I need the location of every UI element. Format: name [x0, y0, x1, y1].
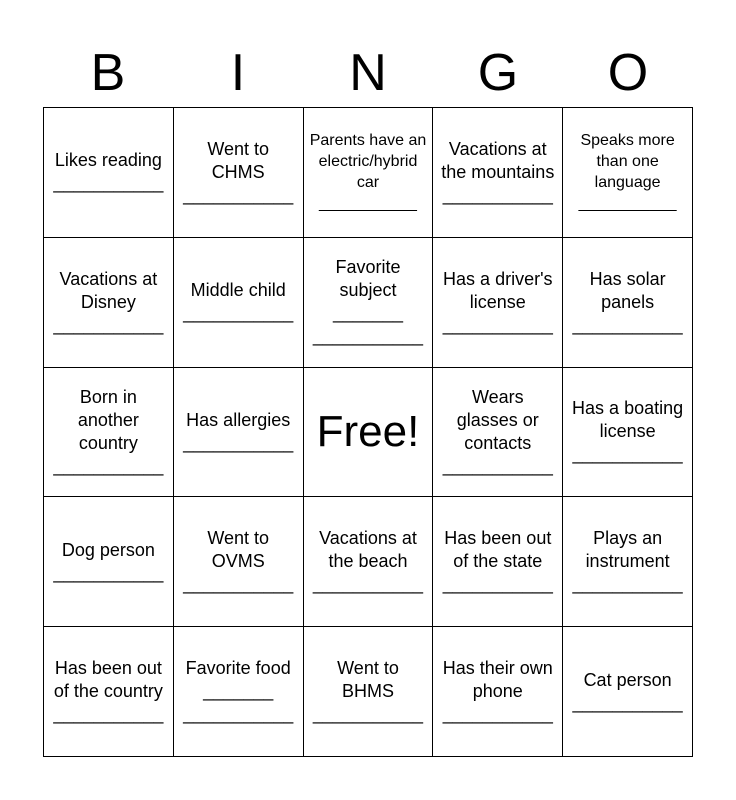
cell-text: Has a driver's license — [443, 268, 553, 312]
bingo-cell[interactable] — [563, 238, 693, 368]
header-letter-b: B — [90, 44, 126, 102]
bingo-cell[interactable] — [433, 238, 563, 368]
cell-text: Cat person — [583, 669, 672, 690]
bingo-cell[interactable] — [44, 368, 174, 498]
bingo-cell[interactable] — [304, 238, 434, 368]
cell-text: Dog person — [61, 539, 155, 560]
bingo-cell[interactable] — [44, 497, 174, 627]
cell-text: Likes reading — [54, 150, 162, 171]
bingo-cell[interactable] — [304, 497, 434, 627]
bingo-cell[interactable] — [44, 108, 174, 238]
bingo-cell[interactable] — [563, 368, 693, 498]
cell-blank: ___________ — [53, 314, 164, 335]
cell-text: Went to BHMS — [337, 658, 399, 702]
bingo-cell[interactable] — [304, 108, 434, 238]
cell-blank: ___________ — [442, 184, 553, 205]
cell-blank: ___________ — [578, 195, 677, 213]
cell-blank: ___________ — [183, 704, 294, 725]
cell-blank: ___________ — [312, 326, 424, 347]
cell-text: Has a boating license — [572, 398, 684, 442]
cell-text: Favorite food _______ — [185, 658, 291, 702]
cell-blank: ___________ — [183, 303, 294, 324]
bingo-cell[interactable] — [563, 627, 693, 757]
bingo-cell[interactable] — [174, 108, 304, 238]
cell-blank: ___________ — [572, 444, 683, 465]
cell-text: Has allergies — [186, 409, 291, 430]
cell-blank: ___________ — [312, 704, 424, 725]
bingo-cell[interactable] — [304, 627, 434, 757]
bingo-cell[interactable] — [433, 497, 563, 627]
bingo-cell[interactable] — [174, 368, 304, 498]
cell-text: Has been out of the country — [53, 658, 163, 702]
cell-text: Has their own phone — [442, 658, 553, 702]
cell-blank: ___________ — [183, 574, 294, 595]
cell-blank: ___________ — [312, 574, 424, 595]
bingo-cell[interactable] — [433, 368, 563, 498]
cell-text: Favorite subject _______ — [332, 257, 404, 324]
cell-text: Went to OVMS — [207, 528, 270, 572]
cell-blank: ___________ — [572, 314, 683, 335]
cell-text: Vacations at Disney — [59, 268, 158, 312]
cell-text: Has solar panels — [589, 268, 666, 312]
cell-text: Wears glasses or contacts — [456, 386, 539, 453]
bingo-cell[interactable] — [44, 627, 174, 757]
header-letter-i: I — [230, 44, 246, 102]
cell-text: Went to CHMS — [207, 138, 270, 182]
cell-blank: ___________ — [183, 432, 294, 453]
cell-blank: ___________ — [442, 704, 553, 725]
cell-text: Born in another country — [77, 386, 139, 453]
header-letter-o: O — [607, 44, 649, 102]
bingo-cell[interactable] — [174, 238, 304, 368]
bingo-cell[interactable] — [563, 108, 693, 238]
cell-text: Middle child — [190, 280, 286, 301]
bingo-cell[interactable] — [433, 627, 563, 757]
header-letter-n: N — [349, 44, 387, 102]
cell-text: Has been out of the state — [444, 528, 552, 572]
cell-text: Vacations at the mountains — [441, 138, 555, 182]
cell-text: Parents have an electric/hybrid car — [309, 132, 427, 192]
bingo-cell[interactable] — [44, 238, 174, 368]
cell-blank: ___________ — [53, 455, 164, 476]
cell-blank: ___________ — [183, 184, 294, 205]
cell-text: Vacations at the beach — [319, 528, 417, 572]
free-space-cell[interactable] — [304, 368, 434, 498]
cell-blank: ___________ — [53, 173, 164, 194]
cell-blank: ___________ — [442, 314, 553, 335]
bingo-cell[interactable] — [433, 108, 563, 238]
bingo-header — [43, 42, 693, 104]
cell-blank: ___________ — [442, 574, 553, 595]
cell-blank: ___________ — [442, 455, 553, 476]
free-space-text: Free! — [316, 406, 420, 456]
cell-blank: ___________ — [53, 704, 164, 725]
bingo-cell[interactable] — [174, 627, 304, 757]
bingo-cell[interactable] — [174, 497, 304, 627]
cell-blank: ___________ — [53, 562, 164, 583]
cell-blank: ___________ — [319, 195, 417, 213]
cell-blank: ___________ — [572, 692, 683, 713]
cell-text: Plays an instrument — [585, 528, 670, 572]
bingo-cell[interactable] — [563, 497, 693, 627]
bingo-grid — [43, 107, 693, 757]
header-letter-g: G — [477, 44, 519, 102]
cell-text: Speaks more than one language — [580, 132, 675, 192]
cell-blank: ___________ — [572, 574, 683, 595]
